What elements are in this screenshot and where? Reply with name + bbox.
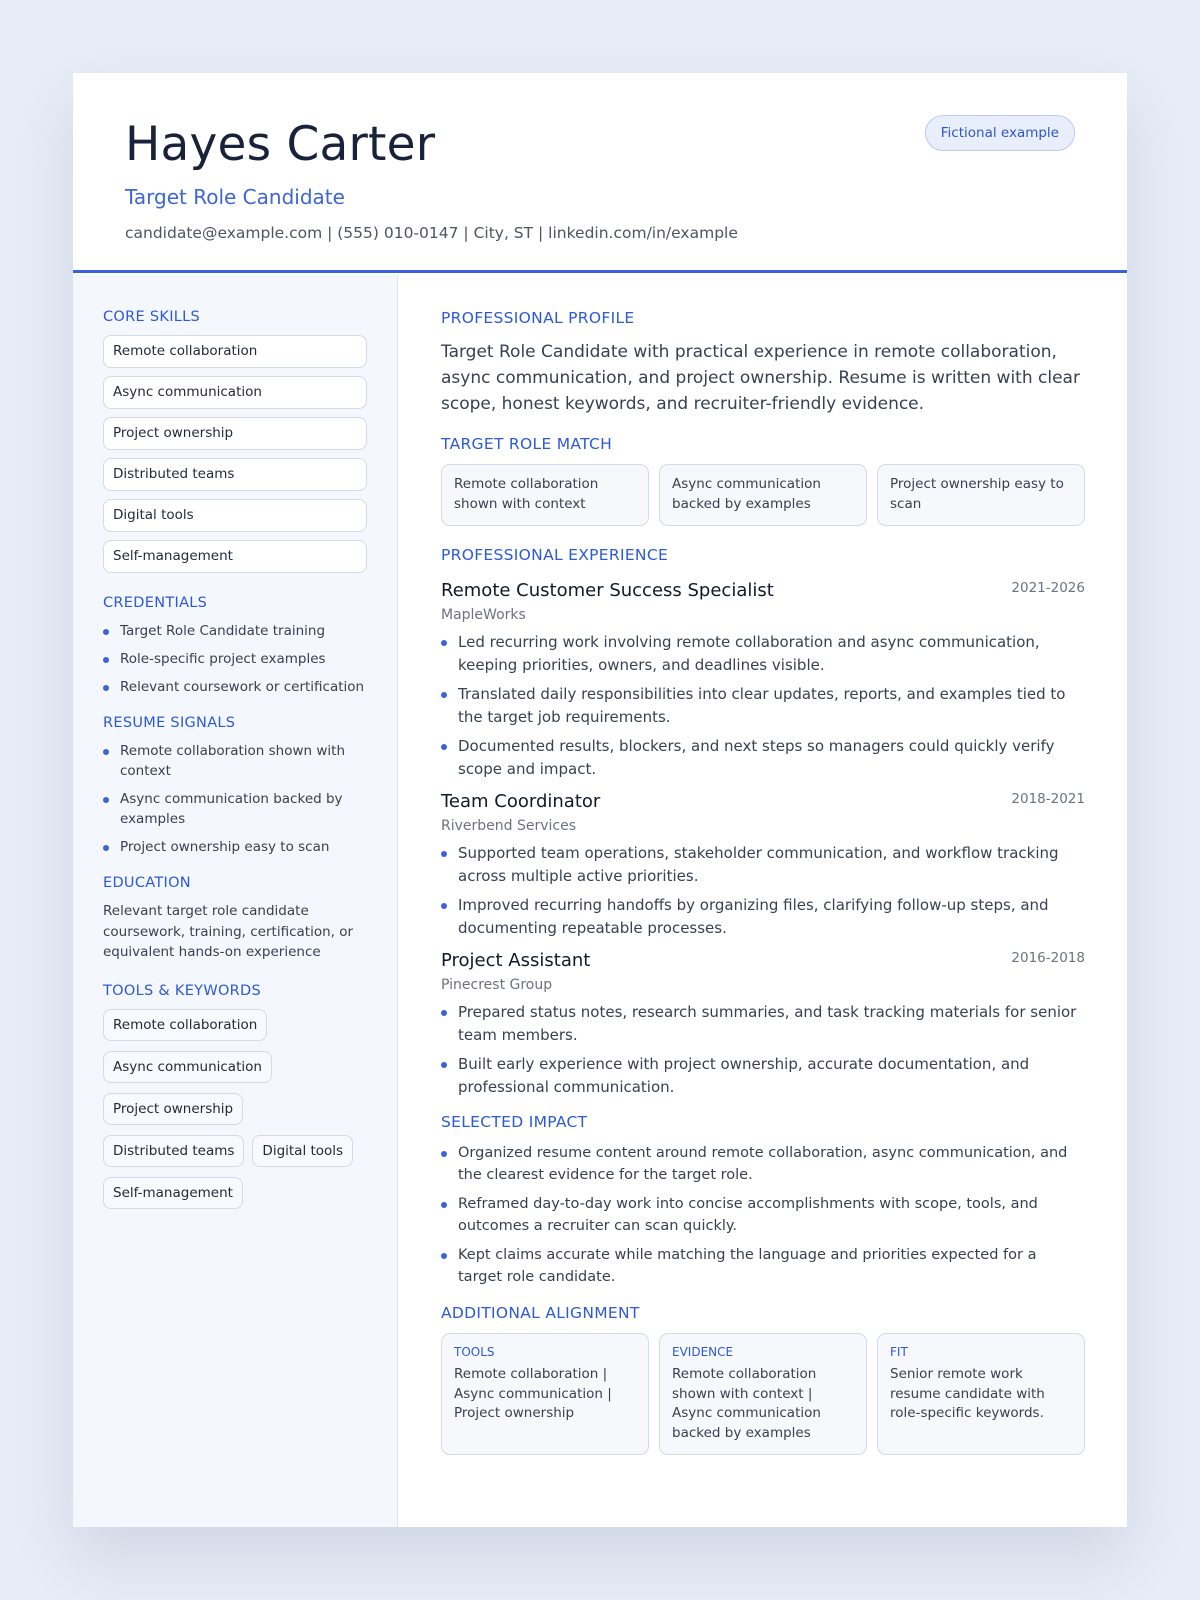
job-bullet: Built early experience with project ownership, accurate documentation, and professional communication. — [441, 1053, 1085, 1099]
alignment-text: Senior remote work resume candidate with role-specific keywords. — [890, 1366, 1045, 1421]
main-content — [399, 275, 1127, 1527]
alignment-label: TOOLS — [454, 1345, 495, 1359]
alignment-label: FIT — [890, 1345, 908, 1359]
resume-signals-list — [103, 741, 367, 857]
impact-title: SELECTED IMPACT — [441, 1113, 588, 1131]
resume-signals-title: RESUME SIGNALS — [103, 715, 236, 731]
job-company: Pinecrest Group — [441, 977, 553, 993]
job-company: Riverbend Services — [441, 818, 577, 834]
job-bullet: Led recurring work involving remote collaboration and async communication, keeping priorities, owners, and deadlines visible. — [441, 631, 1085, 677]
job-bullet: Improved recurring handoffs by organizing files, clarifying follow-up steps, and documenting repeatable processes. — [441, 894, 1085, 940]
job-entry — [441, 580, 1085, 781]
match-card: Remote collaboration shown with context — [441, 464, 649, 526]
keyword-chip: Async communication — [103, 1051, 272, 1083]
match-card: Project ownership easy to scan — [877, 464, 1085, 526]
job-bullet: Supported team operations, stakeholder communication, and workflow tracking across multiple active priorities. — [441, 842, 1085, 888]
credential-item: Role-specific project examples — [103, 649, 367, 669]
impact-item: Kept claims accurate while matching the language and priorities expected for a target role candidate. — [441, 1245, 1085, 1288]
credentials-title: CREDENTIALS — [103, 595, 208, 611]
keyword-chip: Project ownership — [103, 1093, 243, 1125]
core-skill-item: Remote collaboration — [103, 335, 367, 368]
impact-item: Reframed day-to-day work into concise accomplishments with scope, tools, and outcomes a recruiter can scan quickly. — [441, 1194, 1085, 1237]
job-bullets — [441, 842, 1085, 940]
target-match-title: TARGET ROLE MATCH — [441, 435, 613, 453]
tools-keywords-list — [103, 1009, 367, 1209]
job-entry — [441, 791, 1085, 940]
job-bullets — [441, 631, 1085, 781]
profile-text: Target Role Candidate with practical experience in remote collaboration, async communication, and project ownership. Resume is written with clear scope, honest keywords, and recruiter-friendly evidence. — [441, 342, 1080, 414]
alignment-title: ADDITIONAL ALIGNMENT — [441, 1304, 640, 1322]
core-skill-item: Async communication — [103, 376, 367, 409]
job-title: Project Assistant — [441, 950, 591, 971]
tools-keywords-title: TOOLS & KEYWORDS — [103, 982, 262, 999]
experience-title: PROFESSIONAL EXPERIENCE — [441, 546, 669, 564]
contact-line: candidate@example.com | (555) 010-0147 | City, ST | linkedin.com/in/example — [125, 224, 738, 242]
candidate-role: Target Role Candidate — [125, 185, 345, 209]
core-skill-item: Self-management — [103, 540, 367, 573]
keyword-chip: Self-management — [103, 1177, 243, 1209]
resume-header — [73, 73, 1127, 273]
job-bullet: Translated daily responsibilities into clear updates, reports, and examples tied to the target job requirements. — [441, 683, 1085, 729]
candidate-name: Hayes Carter — [125, 117, 436, 172]
fictional-badge: Fictional example — [925, 115, 1075, 151]
alignment-text: Remote collaboration shown with context | Async communication backed by examples — [672, 1366, 821, 1441]
job-bullets — [441, 1001, 1085, 1099]
alignment-card — [877, 1333, 1085, 1455]
sidebar — [73, 275, 398, 1527]
job-company: MapleWorks — [441, 607, 526, 623]
core-skills-title: CORE SKILLS — [103, 309, 201, 325]
match-card: Async communication backed by examples — [659, 464, 867, 526]
keyword-chip: Remote collaboration — [103, 1009, 267, 1041]
alignment-row — [441, 1333, 1085, 1455]
credential-item: Relevant coursework or certification — [103, 677, 367, 697]
target-match-row — [441, 464, 1085, 526]
core-skill-item: Distributed teams — [103, 458, 367, 491]
core-skill-item: Digital tools — [103, 499, 367, 532]
job-bullet: Documented results, blockers, and next steps so managers could quickly verify scope and impact. — [441, 735, 1085, 781]
signal-item: Project ownership easy to scan — [103, 837, 367, 857]
impact-item: Organized resume content around remote collaboration, async communication, and the clearest evidence for the target role. — [441, 1143, 1085, 1186]
job-dates: 2016-2018 — [1011, 950, 1085, 966]
alignment-card — [441, 1333, 649, 1455]
job-title: Remote Customer Success Specialist — [441, 580, 774, 601]
job-dates: 2018-2021 — [1011, 791, 1085, 807]
credentials-list — [103, 621, 367, 697]
job-title: Team Coordinator — [441, 791, 601, 812]
alignment-card — [659, 1333, 867, 1455]
resume-page — [73, 73, 1127, 1527]
keyword-chip: Digital tools — [252, 1135, 353, 1167]
education-title: EDUCATION — [103, 875, 191, 891]
job-bullet: Prepared status notes, research summaries, and task tracking materials for senior team members. — [441, 1001, 1085, 1047]
core-skill-item: Project ownership — [103, 417, 367, 450]
profile-title: PROFESSIONAL PROFILE — [441, 309, 635, 327]
education-text: Relevant target role candidate coursework, training, certification, or equivalent hands-on experience — [103, 903, 354, 960]
signal-item: Remote collaboration shown with context — [103, 741, 367, 781]
core-skills-list — [103, 335, 367, 573]
job-dates: 2021-2026 — [1011, 580, 1085, 596]
job-entry — [441, 950, 1085, 1099]
impact-list — [441, 1143, 1085, 1288]
signal-item: Async communication backed by examples — [103, 789, 367, 829]
credential-item: Target Role Candidate training — [103, 621, 367, 641]
alignment-text: Remote collaboration | Async communication | Project ownership — [454, 1366, 612, 1421]
alignment-label: EVIDENCE — [672, 1345, 734, 1359]
keyword-chip: Distributed teams — [103, 1135, 244, 1167]
